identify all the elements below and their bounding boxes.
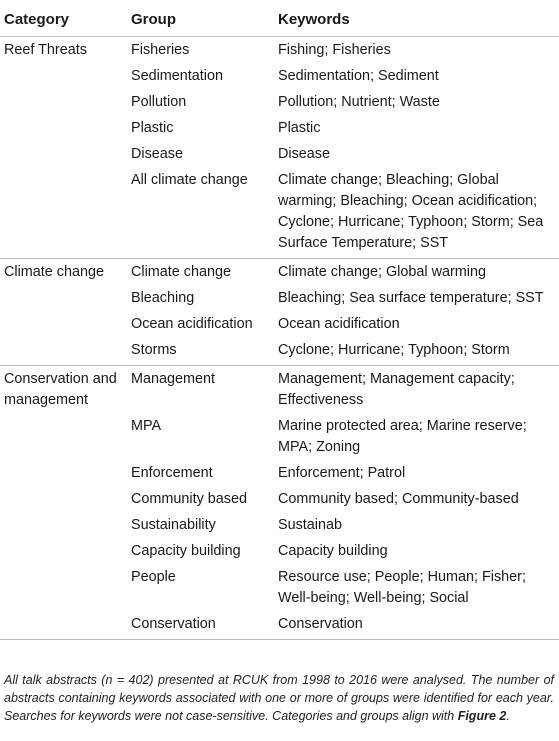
category-cell bbox=[0, 89, 129, 115]
category-cell: Conservation and management bbox=[0, 366, 129, 414]
table-row bbox=[0, 115, 559, 141]
table-row bbox=[0, 366, 559, 414]
table-row bbox=[0, 413, 559, 460]
table-row bbox=[0, 167, 559, 259]
header-group: Group bbox=[131, 11, 176, 28]
table-row bbox=[0, 564, 559, 611]
header-keywords: Keywords bbox=[278, 11, 350, 28]
keywords-cell: Resource use; People; Human; Fisher; Well-being; Well-being; Social bbox=[278, 569, 526, 606]
category-cell bbox=[0, 141, 129, 167]
table-row bbox=[0, 311, 559, 337]
category-cell bbox=[0, 115, 129, 141]
group-cell: Bleaching bbox=[131, 290, 195, 306]
keywords-cell: Ocean acidification bbox=[278, 316, 400, 332]
category-cell bbox=[0, 285, 129, 311]
category-cell bbox=[0, 538, 129, 564]
keywords-cell: Sustainab bbox=[278, 517, 343, 533]
caption-text: All talk abstracts (n = 402) presented at RCUK from 1998 to 2016 were analysed. The number of abstracts containing keywords associated with one or more of groups were identified for each year. Searches for keywords were not case-sensitive. Categories and groups align with bbox=[4, 673, 554, 723]
caption-end: . bbox=[506, 709, 510, 723]
keywords-cell: Plastic bbox=[278, 120, 321, 136]
table-row bbox=[0, 538, 559, 564]
keywords-cell: Disease bbox=[278, 146, 330, 162]
figure-reference: Figure 2 bbox=[457, 709, 507, 723]
table-row bbox=[0, 512, 559, 538]
group-cell: Pollution bbox=[131, 94, 187, 110]
keywords-cell: Sedimentation; Sediment bbox=[278, 68, 439, 84]
group-cell: Sedimentation bbox=[131, 68, 224, 84]
header-category: Category bbox=[4, 11, 70, 28]
category-cell bbox=[0, 337, 129, 366]
keywords-cell: Capacity building bbox=[278, 543, 388, 559]
category-cell bbox=[0, 413, 129, 460]
group-cell: Capacity building bbox=[131, 543, 241, 559]
group-cell: Ocean acidification bbox=[131, 316, 253, 332]
group-cell: Sustainability bbox=[131, 517, 216, 533]
category-cell bbox=[0, 167, 129, 259]
table-caption bbox=[4, 671, 554, 725]
table-row bbox=[0, 285, 559, 311]
group-cell: Fisheries bbox=[129, 37, 277, 64]
category-cell bbox=[0, 63, 129, 89]
group-cell: Enforcement bbox=[131, 465, 213, 481]
group-cell: Community based bbox=[131, 491, 247, 507]
group-cell: All climate change bbox=[131, 172, 248, 188]
keywords-cell: Community based; Community-based bbox=[278, 491, 519, 507]
keywords-cell: Enforcement; Patrol bbox=[278, 465, 406, 481]
group-cell: Plastic bbox=[131, 120, 174, 136]
keywords-cell: Conservation bbox=[278, 616, 363, 632]
category-cell bbox=[0, 311, 129, 337]
category-cell bbox=[0, 460, 129, 486]
keywords-cell: Marine protected area; Marine reserve; MPA; Zoning bbox=[278, 418, 527, 455]
group-cell: Management bbox=[129, 366, 277, 414]
category-cell: Climate change bbox=[0, 259, 129, 286]
keywords-cell: Pollution; Nutrient; Waste bbox=[278, 94, 440, 110]
table-row bbox=[0, 460, 559, 486]
table-row bbox=[0, 89, 559, 115]
table-row bbox=[0, 337, 559, 366]
group-cell: People bbox=[131, 569, 176, 585]
table-row bbox=[0, 486, 559, 512]
keywords-cell: Climate change; Global warming bbox=[277, 259, 559, 286]
group-cell: MPA bbox=[131, 418, 162, 434]
category-cell bbox=[0, 564, 129, 611]
category-cell: Reef Threats bbox=[0, 37, 129, 64]
keywords-cell: Management; Management capacity; Effectiveness bbox=[277, 366, 559, 414]
table-row bbox=[0, 611, 559, 639]
keywords-cell: Fishing; Fisheries bbox=[277, 37, 559, 64]
keywords-cell: Climate change; Bleaching; Global warming; Bleaching; Ocean acidification; Cyclone; Hurricane; Typhoon; Storm; Sea Surface Temperature; SST bbox=[278, 172, 544, 251]
keywords-cell: Cyclone; Hurricane; Typhoon; Storm bbox=[278, 342, 510, 358]
category-cell bbox=[0, 486, 129, 512]
table-bottom-rule bbox=[0, 639, 559, 640]
table-row bbox=[0, 259, 559, 286]
table-row bbox=[0, 37, 559, 64]
category-cell bbox=[0, 611, 129, 639]
table-row bbox=[0, 141, 559, 167]
group-cell: Climate change bbox=[129, 259, 277, 286]
table-header-row bbox=[0, 0, 559, 37]
table-row bbox=[0, 63, 559, 89]
group-cell: Storms bbox=[131, 342, 177, 358]
category-cell bbox=[0, 512, 129, 538]
keywords-cell: Bleaching; Sea surface temperature; SST bbox=[278, 290, 544, 306]
group-cell: Disease bbox=[131, 146, 183, 162]
group-cell: Conservation bbox=[131, 616, 216, 632]
